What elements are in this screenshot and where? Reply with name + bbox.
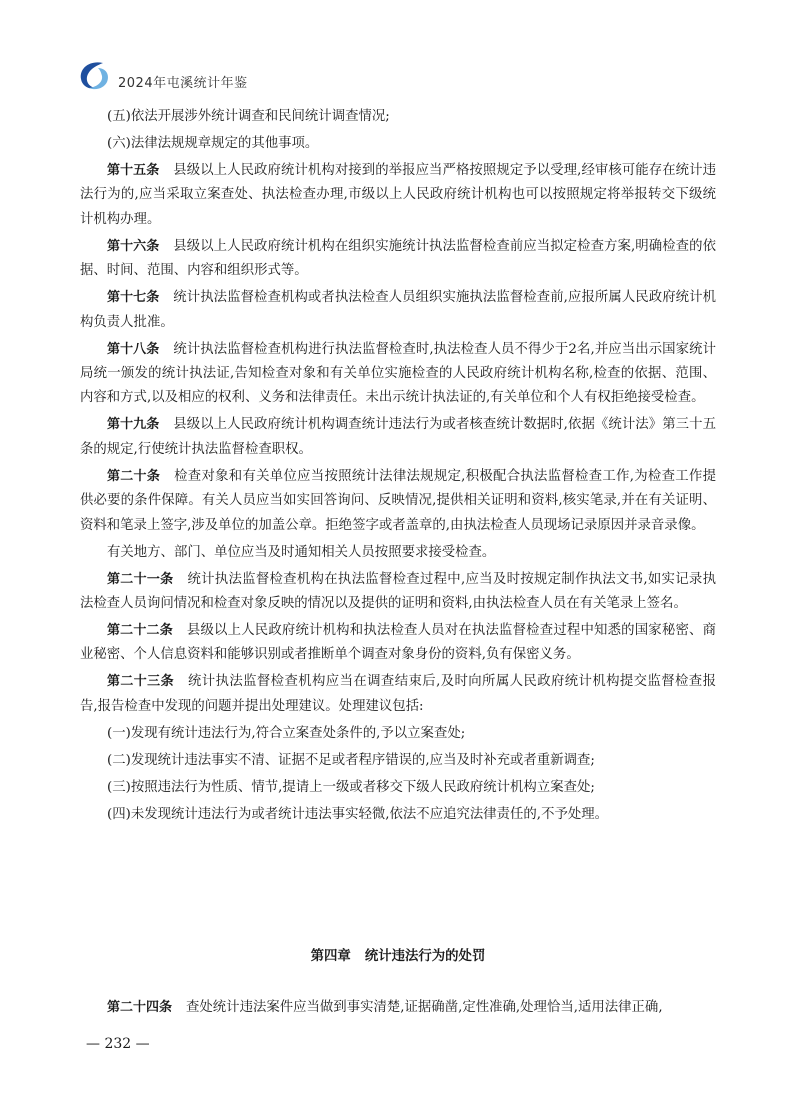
text-paragraph [80,105,716,129]
paragraph-text: 有关地方、部门、单位应当及时通知相关人员按照要求接受检查。 [107,544,496,560]
text-paragraph [80,749,716,773]
paragraph-text: 统计执法监督检查机构应当在调查结束后,及时向所属人民政府统计机构提交监督检查报告,报告检查中发现的问题并提出处理建议。处理建议包括: [80,674,716,714]
paragraph-text: (三)按照违法行为性质、情节,提请上一级或者移交下级人民政府统计机构立案查处; [107,779,595,795]
article-paragraph [80,465,716,538]
page-number: — 232 — [86,1036,150,1052]
article-number: 第二十三条 [107,674,174,690]
text-paragraph [80,776,716,800]
article-number: 第十八条 [107,341,160,357]
article-number: 第十九条 [107,417,160,433]
text-paragraph [80,803,716,827]
article-paragraph [80,413,716,462]
paragraph-text: (一)发现有统计违法行为,符合立案查处条件的,予以立案查处; [107,725,466,741]
paragraph-text: 统计执法监督检查机构进行执法监督检查时,执法检查人员不得少于2名,并应当出示国家统计局统一颁发的统计执法证,告知检查对象和有关单位实施检查的人民政府统计机构名称,检查的依据、范围、内容和方式,以及相应的权利、义务和法律责任。未出示统计执法证的,有关单位和个人有权拒绝接受检查。 [80,341,716,406]
paragraph-text: 统计执法监督检查机构在执法监督检查过程中,应当及时按规定制作执法文书,如实记录执法检查人员询问情况和检查对象反映的情况以及提供的证明和资料,由执法检查人员在有关笔录上签名。 [80,571,716,612]
article-paragraph [80,159,716,232]
regulation-body [80,105,716,830]
paragraph-text: 县级以上人民政府统计机构对接到的举报应当严格按照规定予以受理,经审核可能存在统计违法行为的,应当采取立案查处、执法检查办理,市级以上人民政府统计机构也可以按照规定将举报转交下级统计机构办理。 [80,163,716,227]
article-paragraph [80,670,716,719]
paragraph-text: 检查对象和有关单位应当按照统计法律法规规定,积极配合执法监督检查工作,为检查工作提供必要的条件保障。有关人员应当如实回答询问、反映情况,提供相关证明和资料,核实笔录,并在有关证明、资料和笔录上签字,涉及单位的加盖公章。拒绝签字或者盖章的,由执法检查人员现场记录原因并录音录像。 [80,468,716,533]
article-number: 第二十四条 [107,1000,173,1015]
paragraph-text: (四)未发现统计违法行为或者统计违法事实轻微,依法不应追究法律责任的,不予处理。 [107,806,609,822]
article-paragraph [80,568,716,617]
article-text: 查处统计违法案件应当做到事实清楚,证据确凿,定性准确,处理恰当,适用法律正确, [186,1000,663,1015]
article-paragraph [80,235,716,284]
article-number: 第十五条 [107,163,160,178]
text-paragraph [80,541,716,565]
chapter-title: 统计违法行为的处罚 [364,949,486,964]
paragraph-text: 县级以上人民政府统计机构和执法检查人员对在执法监督检查过程中知悉的国家秘密、商业秘密、个人信息资料和能够识别或者推断单个调查对象身份的资料,负有保密义务。 [80,623,716,663]
article-paragraph [80,338,716,411]
article-number: 第十六条 [107,238,160,254]
paragraph-text: 统计执法监督检查机构或者执法检查人员组织实施执法监督检查前,应报所属人民政府统计机构负责人批准。 [80,290,716,330]
text-paragraph [80,722,716,746]
text-paragraph [80,132,716,156]
paragraph-text: (六)法律法规规章规定的其他事项。 [107,136,319,151]
article-paragraph [80,619,716,668]
article-number: 第二十二条 [107,623,173,639]
book-title: 2024年屯溪统计年鉴 [118,76,248,91]
chapter-number: 第四章 [310,949,351,964]
paragraph-text: (二)发现统计违法事实不清、证据不足或者程序错误的,应当及时补充或者重新调查; [107,752,595,768]
article-number: 第二十条 [107,468,161,484]
article-paragraph [80,996,720,1020]
paragraph-text: 县级以上人民政府统计机构在组织实施统计执法监督检查前应当拟定检查方案,明确检查的依据、时间、范围、内容和组织形式等。 [80,238,716,279]
article-paragraph [80,286,716,335]
page-header [76,58,716,94]
yearbook-logo-icon [76,58,112,94]
chapter-heading [80,945,716,964]
paragraph-text: (五)依法开展涉外统计调查和民间统计调查情况; [107,109,390,124]
paragraph-text: 县级以上人民政府统计机构调查统计违法行为或者核查统计数据时,依据《统计法》第三十五条的规定,行使统计执法监督检查职权。 [80,417,716,457]
article-number: 第十七条 [107,290,160,306]
article-number: 第二十一条 [107,571,174,587]
